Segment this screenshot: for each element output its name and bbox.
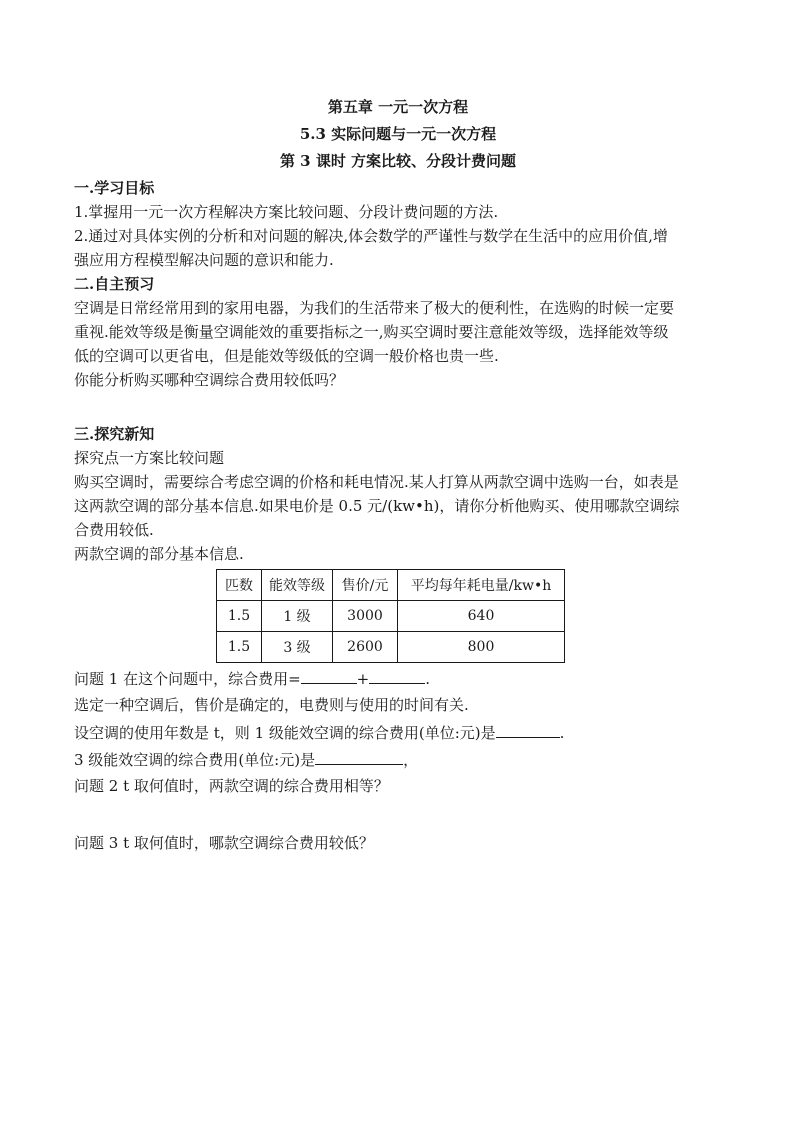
period: . xyxy=(559,724,565,742)
table-cell: 1.5 xyxy=(217,601,262,632)
chapter-title: 第五章 一元一次方程 xyxy=(327,98,469,116)
level3-text: 3 级能效空调的综合费用(单位:元)是 xyxy=(74,751,316,769)
answer-blank[interactable] xyxy=(496,721,560,738)
answer-blank[interactable] xyxy=(369,667,425,684)
answer-blank[interactable] xyxy=(315,748,403,765)
question-3: 问题 3 t 取何值时，哪款空调综合费用较低？ xyxy=(74,834,374,852)
goal-item-2-line-2: 强应用方程模型解决问题的意识和能力. xyxy=(74,251,334,269)
aircon-info-table xyxy=(216,569,565,663)
explore-line-2: 这两款空调的部分基本信息.如果电价是 0.5 元/(kw•h)，请你分析他购买、使用哪款空调综 xyxy=(74,497,680,515)
document-page xyxy=(74,96,722,859)
goal-item-1: 1.掌握用一元一次方程解决方案比较问题、分段计费问题的方法. xyxy=(74,203,499,221)
explore-heading: 三.探究新知 xyxy=(74,425,155,443)
spacer xyxy=(74,393,722,423)
goals-heading: 一.学习目标 xyxy=(74,179,155,197)
table-header-cell: 匹数 xyxy=(217,570,262,601)
table-cell: 1.5 xyxy=(217,632,262,663)
preview-heading: 二.自主预习 xyxy=(74,275,155,293)
explore-point: 探究点一方案比较问题 xyxy=(74,449,225,467)
table-row xyxy=(217,601,565,632)
question-2: 问题 2 t 取何值时，两款空调的综合费用相等？ xyxy=(74,777,389,795)
table-header-cell: 售价/元 xyxy=(333,570,398,601)
preview-question: 你能分析购买哪种空调综合费用较低吗？ xyxy=(74,371,345,389)
table-cell: 800 xyxy=(398,632,565,663)
lesson-title: 第 3 课时 方案比较、分段计费问题 xyxy=(279,152,517,170)
preview-line-2: 重视.能效等级是衡量空调能效的重要指标之一,购买空调时要注意能效等级，选择能效等级 xyxy=(74,323,669,341)
explore-line-3: 合费用较低. xyxy=(74,521,154,539)
table-caption: 两款空调的部分基本信息. xyxy=(74,545,244,563)
assume-text: 设空调的使用年数是 t，则 1 级能效空调的综合费用(单位:元)是 xyxy=(74,724,496,742)
table-cell: 3 级 xyxy=(262,632,333,663)
table-header-cell: 能效等级 xyxy=(262,570,333,601)
question-1 xyxy=(74,667,722,694)
period: . xyxy=(425,670,431,688)
preview-line-1: 空调是日常经常用到的家用电器，为我们的生活带来了极大的便利性，在选购的时候一定要 xyxy=(74,299,675,317)
comma: ， xyxy=(403,751,419,769)
table-header-row xyxy=(217,570,565,601)
table-row xyxy=(217,632,565,663)
plus-sign: + xyxy=(356,670,370,688)
table-cell: 1 级 xyxy=(262,601,333,632)
table-header-cell: 平均每年耗电量/kw•h xyxy=(398,570,565,601)
table-cell: 2600 xyxy=(333,632,398,663)
section-title: 5.3 实际问题与一元一次方程 xyxy=(299,125,497,143)
question-1-text: 问题 1 在这个问题中，综合费用= xyxy=(74,670,301,688)
table-cell: 640 xyxy=(398,601,565,632)
goal-item-2-line-1: 2.通过对具体实例的分析和对问题的解决,体会数学的严谨性与数学在生活中的应用价值,增 xyxy=(74,227,668,245)
answer-blank[interactable] xyxy=(301,667,357,684)
note-line: 选定一种空调后，售价是确定的，电费则与使用的时间有关. xyxy=(74,696,469,714)
table-cell: 3000 xyxy=(333,601,398,632)
assume-line xyxy=(74,721,722,748)
level3-line xyxy=(74,748,722,775)
spacer xyxy=(74,802,722,832)
preview-line-3: 低的空调可以更省电，但是能效等级低的空调一般价格也贵一些. xyxy=(74,347,499,365)
explore-line-1: 购买空调时，需要综合考虑空调的价格和耗电情况.某人打算从两款空调中选购一台，如表是 xyxy=(74,473,679,491)
